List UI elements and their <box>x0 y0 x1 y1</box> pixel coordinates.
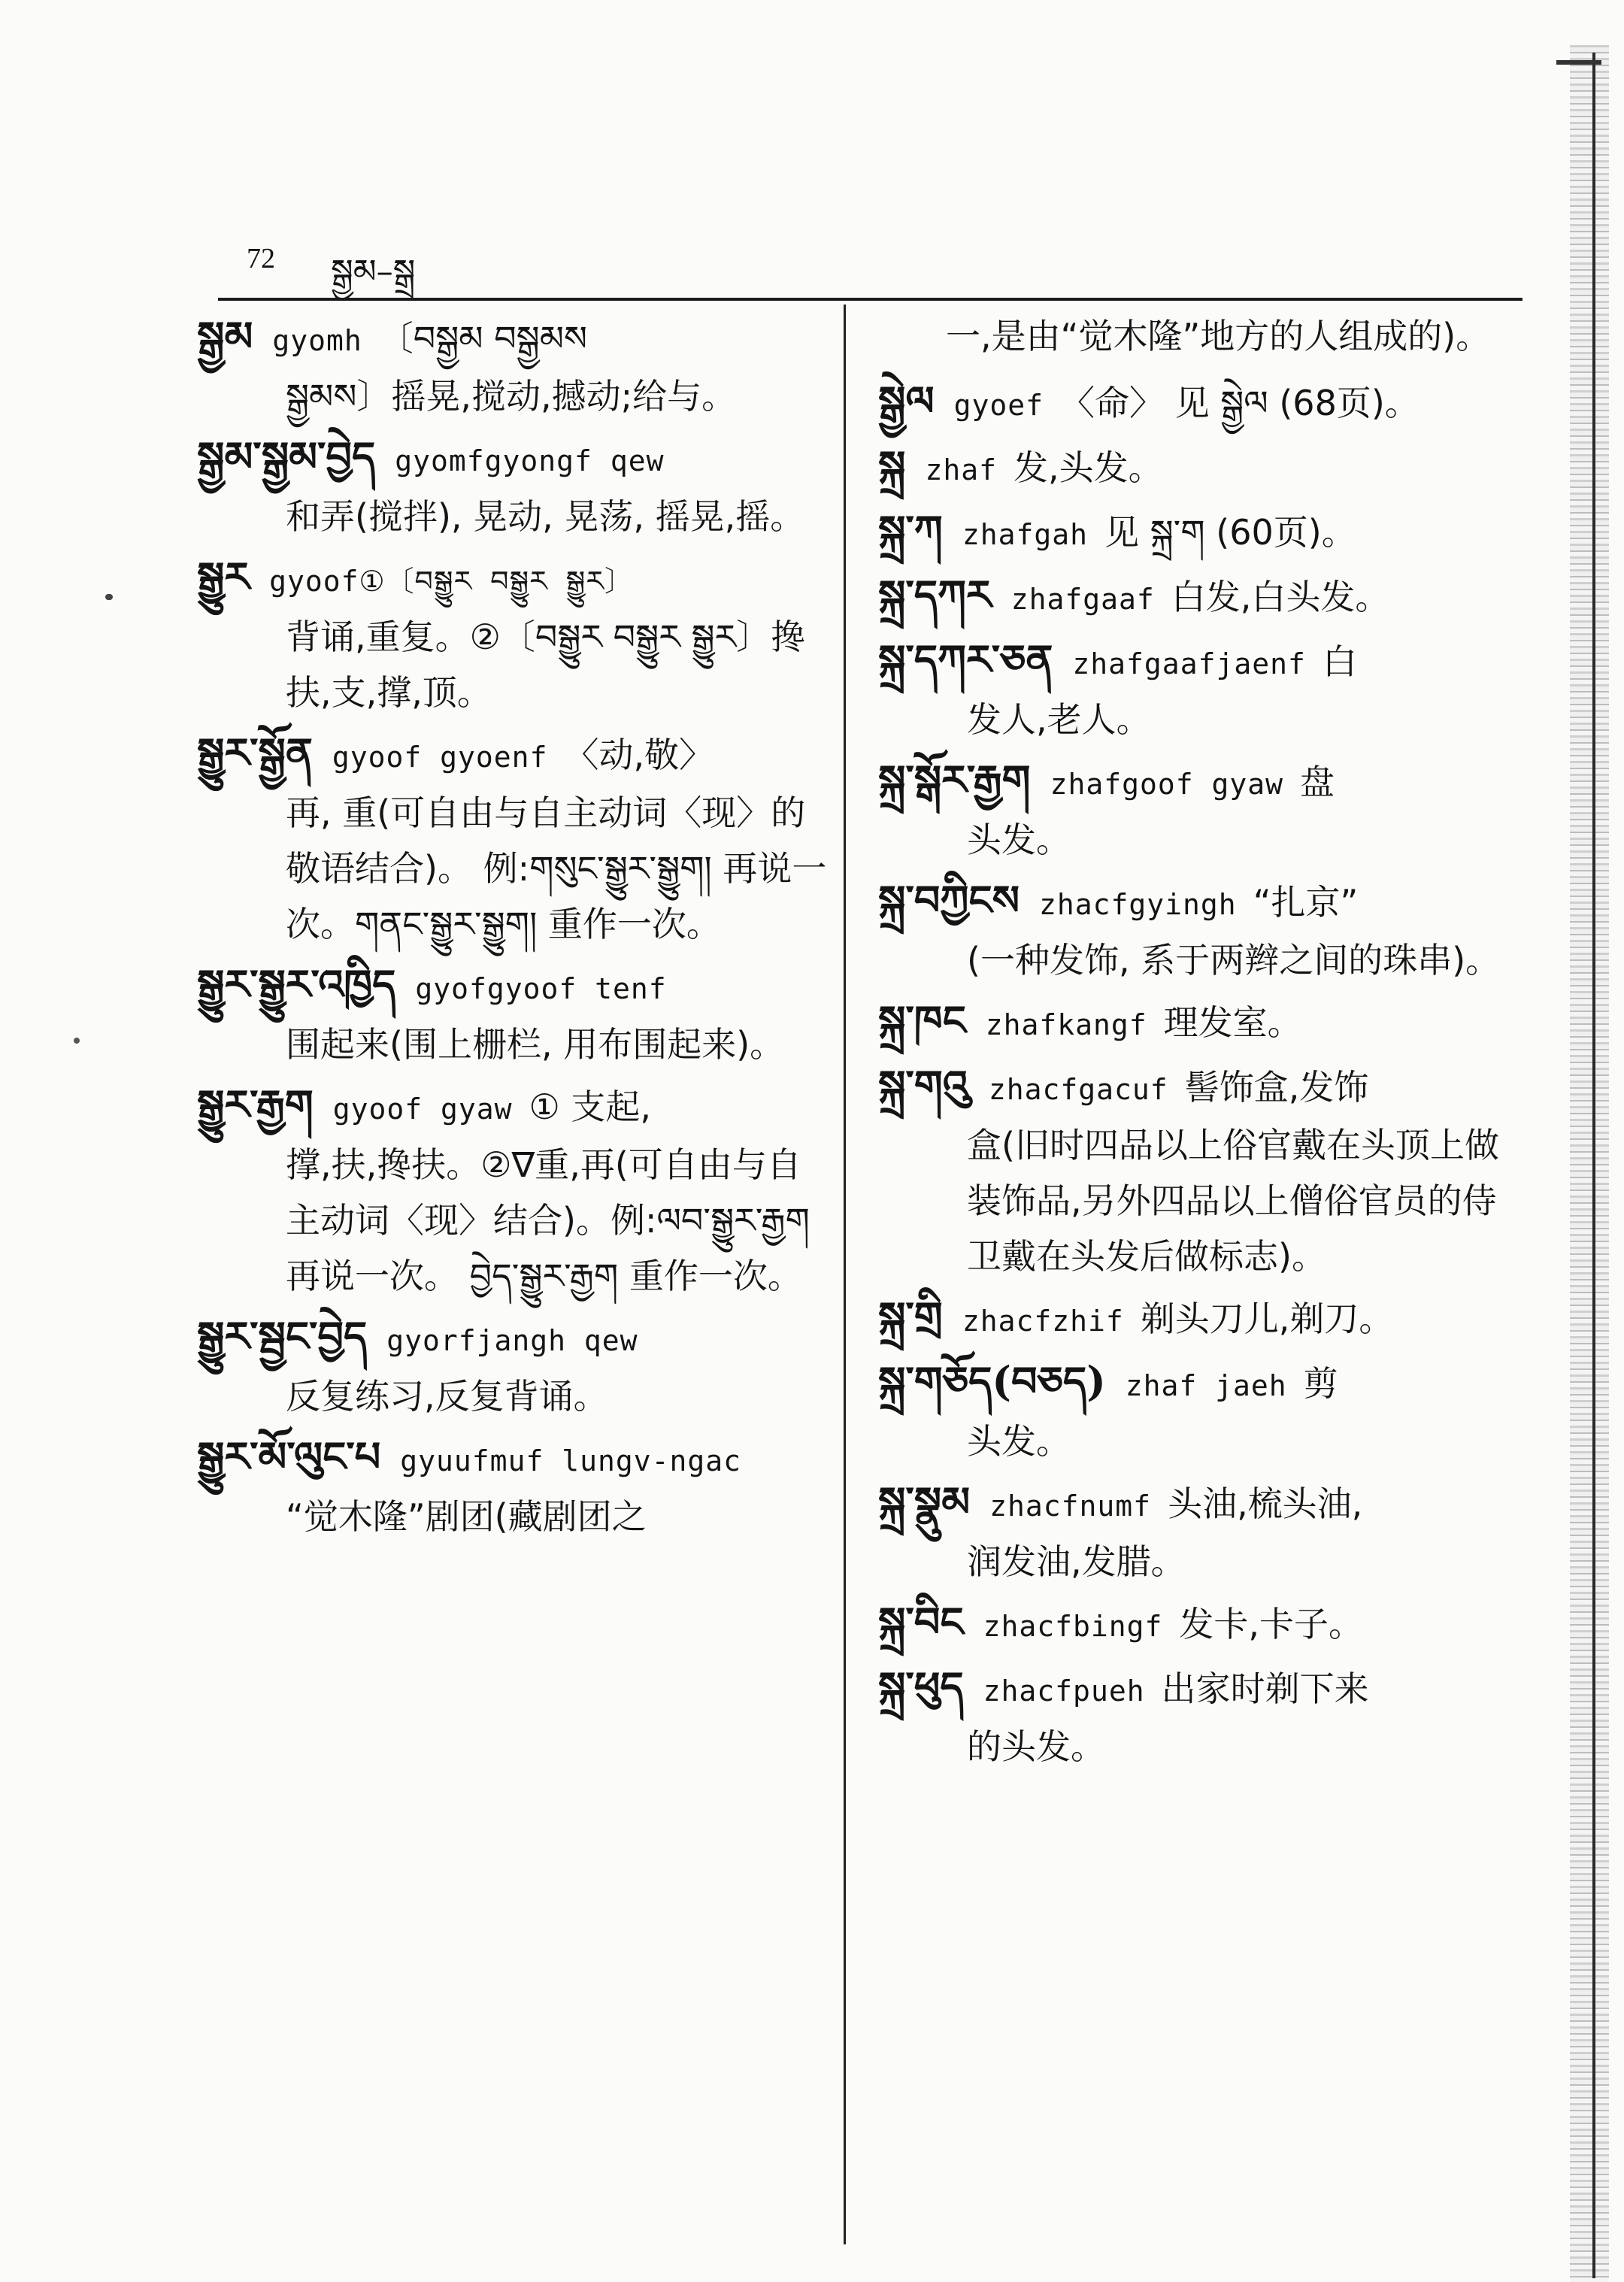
book-spine-shadow <box>1570 45 1609 2282</box>
entry-headword: སྒྱུར་སྒྱུར་འཁྱིད <box>197 960 396 1008</box>
entry-definition: 剃头刀儿,剃刀。 <box>1140 1299 1394 1339</box>
entry-body: 撑,扶,搀扶。②∇重,再(可自由与自主动词〈现〉结合)。例:ལབ་སྒྱུར་རྒྱག 再说一次。 བྱེད་སྒྱུར་རྒྱག 重作一次。 <box>286 1144 810 1296</box>
dictionary-entry <box>878 502 1517 562</box>
dictionary-entry <box>878 872 1517 988</box>
entry-headword: སྒྱུར་སྒྱོན <box>197 729 313 777</box>
entry-definition: 出家时剃下来 <box>1161 1668 1369 1709</box>
dictionary-entry <box>197 308 829 424</box>
entry-definition: 白发,白头发。 <box>1171 577 1390 617</box>
entry-headword: སྐྲ་གའུ <box>878 1061 969 1109</box>
entry-definition: 〔བསྒྱམ བསྒྱམས <box>378 318 588 359</box>
entry-definition: 发,头发。 <box>1013 447 1163 488</box>
entry-headword: སྐྲ་གྲི <box>878 1293 943 1341</box>
dictionary-entry <box>878 993 1517 1053</box>
entry-headword: སྐྲ་ཕུད <box>878 1662 964 1711</box>
entry-body: 发人,老人。 <box>967 699 1151 740</box>
entry-headword: སྐྲ <box>878 441 906 489</box>
entry-body: “觉木隆”剧团(藏剧团之 <box>286 1496 647 1537</box>
entry-romanization: gyoof gyoenf <box>332 741 548 774</box>
entry-definition: 髻饰盒,发饰 <box>1184 1067 1369 1108</box>
entry-definition: 〈动,敬〉 <box>564 735 714 775</box>
entry-definition: 发卡,卡子。 <box>1179 1604 1363 1644</box>
dictionary-entry <box>878 1659 1517 1774</box>
entry-romanization: zhafgah <box>962 518 1088 551</box>
dictionary-entry <box>197 1429 829 1544</box>
entry-romanization: gyofgyoof tenf <box>415 972 667 1005</box>
entry-body: 背诵,重复。②〔བསྒྱུར བསྒྱུར སྒྱུར〕搀扶,支,撑,顶。 <box>286 617 806 713</box>
entry-romanization: gyuufmuf lungv-ngac <box>400 1444 741 1477</box>
entry-body: སྒྱམས〕摇晃,搅动,撼动;给与。 <box>286 376 737 417</box>
entry-body: 反复练习,反复背诵。 <box>286 1376 608 1417</box>
dictionary-entry <box>197 725 829 952</box>
entry-body: 围起来(围上栅栏, 用布围起来)。 <box>286 1024 785 1065</box>
entry-romanization: zhacfgyingh <box>1039 888 1237 921</box>
entry-romanization: zhacfbingf <box>983 1610 1163 1643</box>
entry-definition: 盘 <box>1299 762 1335 802</box>
dictionary-entry <box>878 373 1517 433</box>
column-divider <box>844 305 846 2244</box>
continuation-text: 一,是由“觉木隆”地方的人组成的)。 <box>946 316 1491 356</box>
entry-headword: སྐྲ་ཁང <box>878 996 966 1044</box>
entry-headword: སྐྲ་དཀར་ཅན <box>878 635 1053 683</box>
entry-headword: སྒྱེལ <box>878 377 935 425</box>
entry-romanization: zhacfnumf <box>989 1490 1152 1523</box>
entry-romanization: zhafgoof gyaw <box>1050 768 1283 801</box>
entry-romanization: zhafgaaf <box>1010 583 1155 616</box>
margin-speck <box>105 594 113 600</box>
right-entries <box>878 373 1517 1774</box>
entry-romanization: gyorfjangh qew <box>386 1324 638 1357</box>
entry-romanization: zhafgaafjaenf <box>1072 647 1306 680</box>
entry-romanization: zhacfgacuf <box>988 1073 1168 1106</box>
entry-romanization: gyoof gyaw <box>332 1093 513 1126</box>
entry-romanization: zhafkangf <box>985 1008 1147 1041</box>
entry-body: 润发油,发腊。 <box>967 1541 1186 1582</box>
entry-romanization: gyomfgyongf qew <box>395 444 665 477</box>
entry-definition: 头油,梳头油, <box>1168 1483 1363 1524</box>
dictionary-entry <box>878 567 1517 627</box>
dictionary-entry <box>878 1057 1517 1284</box>
entry-romanization: gyoof①〔བསྒྱུར བསྒྱུར སྒྱུར〕 <box>269 565 634 598</box>
entry-headword: སྐྲ་དཀར <box>878 571 992 619</box>
entry-headword: སྐྲ་གཅོད(བཅད) <box>878 1357 1106 1405</box>
entry-body: 头发。 <box>967 820 1071 860</box>
entry-headword: སྒྱམ <box>197 312 253 360</box>
entry-definition: 理发室。 <box>1163 1002 1302 1043</box>
dictionary-entry <box>878 1353 1517 1469</box>
entry-romanization: zhacfpueh <box>983 1674 1145 1708</box>
entry-body: 的头发。 <box>967 1726 1105 1767</box>
dictionary-entry <box>878 1594 1517 1654</box>
entry-headword: སྒྱུར་སྦྱང་བྱེད <box>197 1312 368 1360</box>
dictionary-entry <box>197 549 829 720</box>
entry-romanization: zhaf jaeh <box>1125 1369 1287 1402</box>
header-rule <box>218 298 1522 301</box>
dictionary-entry <box>197 1077 829 1304</box>
entry-headword: སྒྱུར་རྒྱག <box>197 1080 314 1129</box>
entry-definition: 剪 <box>1303 1363 1338 1404</box>
entry-romanization: zhaf <box>925 453 997 486</box>
entry-definition: 〈命〉 见 སྒྱེལ (68页)。 <box>1059 383 1419 423</box>
entry-headword: སྐྲ་ཀ <box>878 506 943 554</box>
entry-body: 头发。 <box>967 1421 1071 1462</box>
dictionary-entry <box>878 632 1517 747</box>
entry-headword: སྐྲ་སྣུམ <box>878 1477 971 1526</box>
entry-romanization: gyoef <box>953 389 1044 422</box>
entry-headword: སྒྱུར <box>197 553 250 601</box>
entry-romanization: gyomh <box>272 324 362 357</box>
entry-definition: ① 支起, <box>529 1086 652 1127</box>
dictionary-entry <box>197 429 829 544</box>
entry-headword: སྐྲ་སྒོར་རྒྱག <box>878 756 1031 804</box>
dictionary-entry <box>878 438 1517 498</box>
entry-body: 和弄(搅拌), 晃动, 晃荡, 摇晃,摇。 <box>286 496 805 537</box>
entry-headword: སྐྲ་བཀྱིངས <box>878 876 1020 924</box>
dictionary-entry <box>878 752 1517 868</box>
page-number: 72 <box>247 243 275 274</box>
entry-body: 盒(旧时四品以上俗官戴在头顶上做装饰品,另外四品以上僧俗官员的侍卫戴在头发后做标志)。 <box>967 1125 1499 1277</box>
entry-headword: སྒྱུར་མོ་ལུང་པ <box>197 1432 381 1480</box>
left-column <box>197 308 829 1549</box>
entry-body: 再, 重(可自由与自主动词〈现〉的敬语结合)。 例:གསུང་སྒྱུར་སྒྱུག། 再说一次。གནང་སྒྱུར་སྒྱུག། 重作一次。 <box>286 792 827 944</box>
dictionary-entry <box>197 1308 829 1424</box>
entry-headword: སྒྱམ་སྒྱམ་བྱེད <box>197 432 376 480</box>
book-spine-edge <box>1592 53 1595 2278</box>
entry-definition: 见 སྐྲ་ག (60页)。 <box>1104 512 1356 553</box>
entry-definition: “扎京” <box>1253 882 1359 923</box>
right-column <box>878 308 1517 1779</box>
dictionary-entry <box>197 956 829 1072</box>
spine-mark <box>1556 60 1601 65</box>
dictionary-entry <box>878 1474 1517 1590</box>
entry-headword: སྐྲ་བིང <box>878 1598 964 1646</box>
margin-speck <box>74 1038 80 1044</box>
entry-body: (一种发饰, 系于两辫之间的珠串)。 <box>967 940 1501 980</box>
entry-romanization: zhacfzhif <box>962 1305 1124 1338</box>
dictionary-entry <box>878 1289 1517 1349</box>
running-head: སྒྱམ–སྒྲ <box>331 253 416 291</box>
entry-definition: 白 <box>1322 641 1357 682</box>
